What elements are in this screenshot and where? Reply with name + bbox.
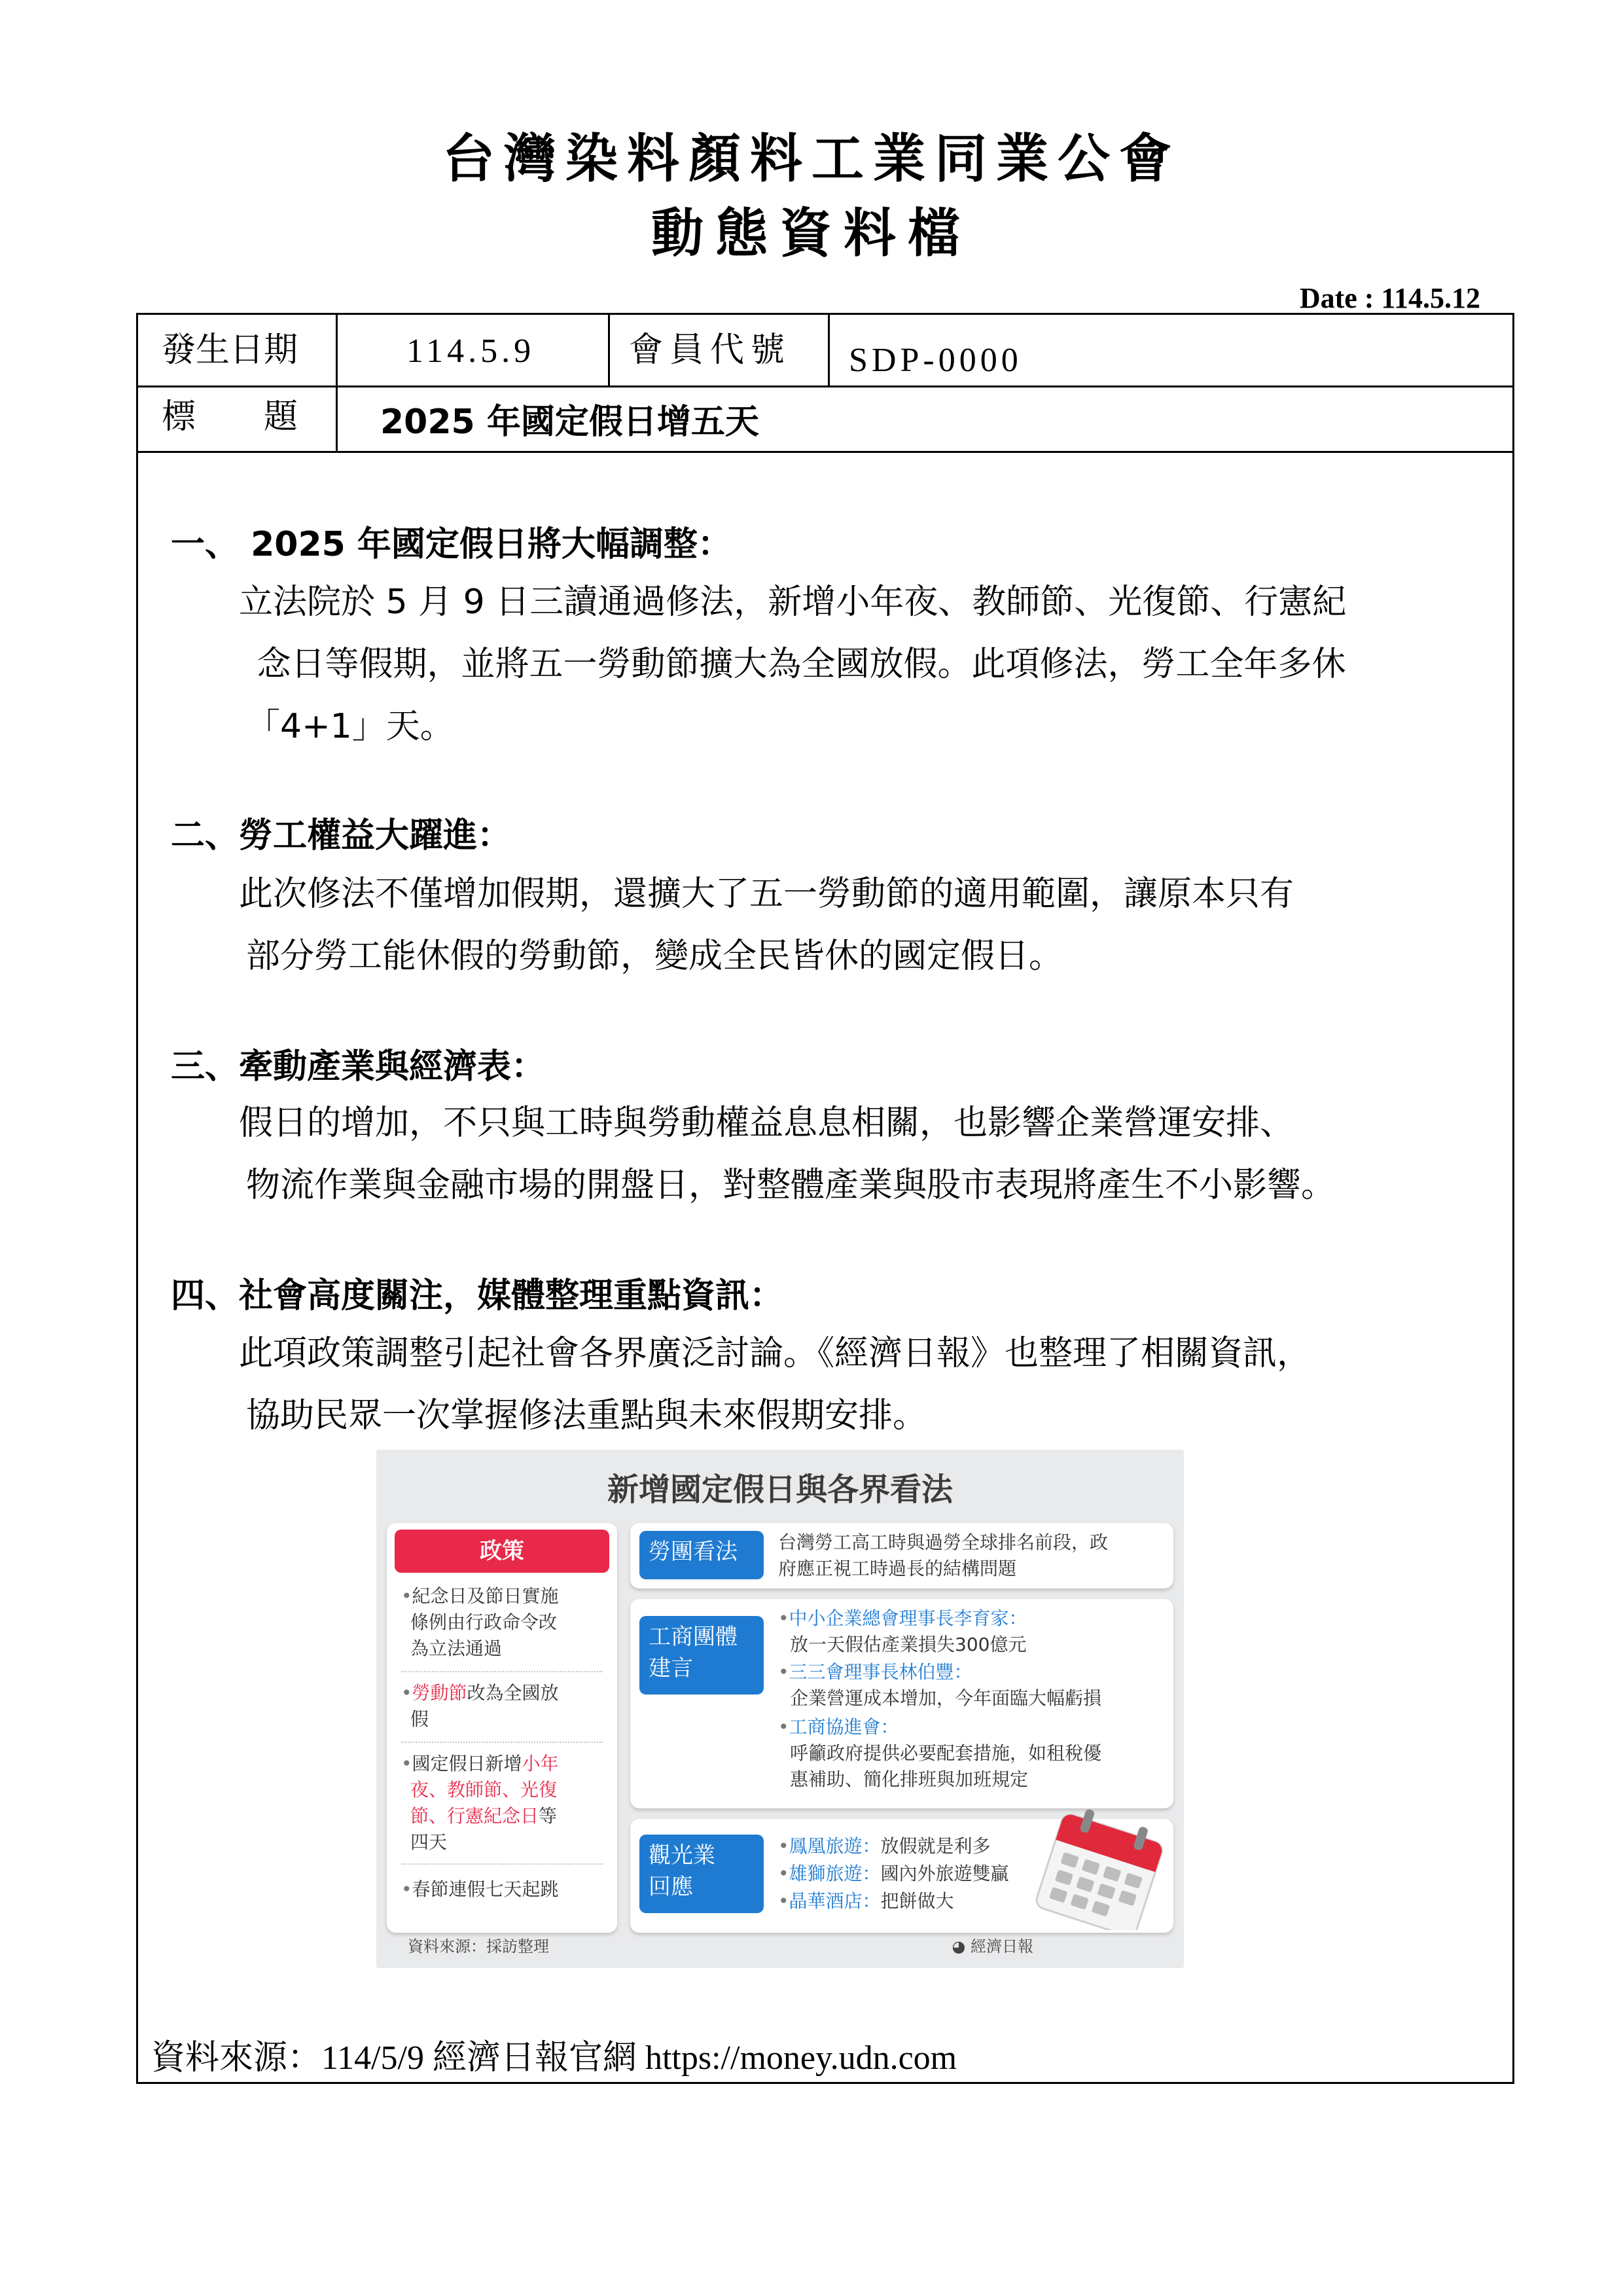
policy-card: [387, 1523, 617, 1933]
business-tag: 工商團體 建言: [639, 1616, 764, 1695]
grid-line: [608, 315, 610, 386]
infographic-source: 資料來源：採訪整理: [408, 1937, 549, 1956]
title-label: 標 題: [162, 397, 298, 437]
title-value: 2025 年國定假日增五天: [380, 403, 759, 442]
policy-item: •國定假日新增小年 夜、教師節、光復 節、行憲紀念日等 四天: [401, 1753, 559, 1853]
section-body: 此次修法不僅增加假期，還擴大了五一勞動節的適用範圍，讓原本只有 部分勞工能休假的勞動節，變成全民皆休的國定假日。: [171, 874, 1294, 976]
section-heading: 二、勞工權益大躍進：: [171, 816, 512, 855]
grid-line: [138, 386, 1512, 387]
report-date: Date : 114.5.12: [1299, 282, 1480, 314]
publisher-logo: ◕ 經濟日報: [952, 1937, 1033, 1956]
policy-item: •紀念日及節日實施 條例由行政命令改 為立法通過: [401, 1585, 559, 1659]
member-value: SDP-0000: [849, 342, 1022, 379]
member-label: 會員代號: [629, 331, 792, 370]
section-body: 假日的增加，不只與工時與勞動權益息息相關，也影響企業營運安排、 物流作業與金融市場的開盤日，對整體產業與股市表現將產生不小影響。: [171, 1103, 1336, 1205]
calendar-icon: [1023, 1806, 1173, 1930]
doc-type-title: 動態資料檔: [651, 203, 972, 264]
tourism-card: [630, 1819, 1173, 1933]
section-body: 此項政策調整引起社會各界廣泛討論。《經濟日報》也整理了相關資訊， 協助民眾一次掌握修法重點與未來假期安排。: [171, 1334, 1311, 1435]
divider: [401, 1863, 603, 1865]
tourism-tag: 觀光業 回應: [639, 1835, 764, 1913]
divider: [401, 1671, 603, 1672]
tourism-item: •雄獅旅遊：國內外旅遊雙贏: [778, 1863, 1009, 1884]
org-name: 台灣染料顏料工業同業公會: [442, 128, 1181, 189]
policy-item: •勞動節改為全國放 假: [401, 1682, 559, 1730]
section-heading: 三、牽動產業與經濟表：: [171, 1047, 546, 1086]
grid-line: [336, 315, 338, 451]
section-heading: 四、社會高度關注，媒體整理重點資訊：: [171, 1276, 784, 1316]
tourism-item: •晶華酒店：把餅做大: [778, 1890, 954, 1912]
labor-tag: 勞團看法: [639, 1531, 764, 1579]
source-line: 資料來源：114/5/9 經濟日報官網 https://money.udn.com: [151, 2038, 957, 2077]
business-item: •中小企業總會理事長李育家： 放一天假估產業損失300億元: [778, 1607, 1027, 1655]
business-card: [630, 1599, 1173, 1808]
labor-text: 台灣勞工高工時與過勞全球排名前段，政 府應正視工時過長的結構問題: [778, 1532, 1109, 1579]
section-body: 立法院於 5 月 9 日三讀通過修法，新增小年夜、教師節、光復節、行憲紀 念日等假期，並將五一勞動節擴大為全國放假。此項修法，勞工全年多休 「4+1」天。: [171, 583, 1347, 746]
labor-card: [630, 1523, 1173, 1588]
grid-line: [138, 451, 1512, 453]
infographic-title: 新增國定假日與各界看法: [607, 1471, 953, 1508]
infographic: [376, 1450, 1184, 1968]
section-heading: 一、 2025 年國定假日將大幅調整：: [171, 525, 732, 564]
policy-heading: 政策: [395, 1530, 609, 1573]
business-item: •工商協進會： 呼籲政府提供必要配套措施，如租稅優 惠補助、簡化排班與加班規定: [778, 1716, 1102, 1790]
publisher-icon: ◕: [952, 1937, 971, 1956]
grid-line: [828, 315, 830, 386]
report-frame: [136, 313, 1514, 2084]
date-label: 發生日期: [162, 331, 298, 370]
tourism-item: •鳳凰旅遊：放假就是利多: [778, 1835, 991, 1857]
divider: [401, 1742, 603, 1743]
policy-item: •春節連假七天起跳: [401, 1878, 559, 1900]
date-value: 114.5.9: [406, 332, 535, 370]
business-item: •三三會理事長林伯豐： 企業營運成本增加，今年面臨大幅虧損: [778, 1661, 1102, 1709]
